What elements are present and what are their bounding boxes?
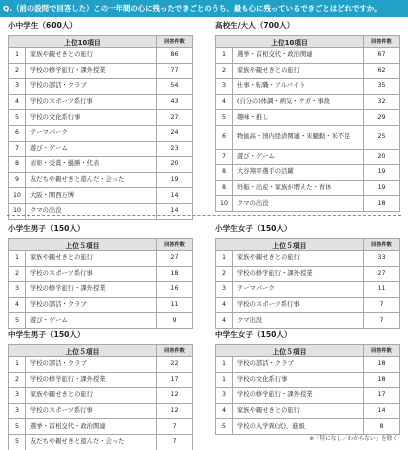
table-row	[216, 297, 400, 313]
answer-count: 11	[157, 297, 193, 313]
rank-number: 1	[216, 48, 233, 64]
item-label: 家族や親せきとの旅行	[233, 251, 364, 267]
table-row	[216, 48, 400, 64]
item-label: テーマパーク	[233, 282, 364, 298]
section-elementary-boys	[8, 223, 193, 329]
item-label: 家族や親せきとの旅行	[26, 251, 157, 267]
section-title: 小学生女子（150人）	[215, 224, 292, 233]
section-title: 小中学生（600人）	[8, 21, 78, 30]
answer-count: 18	[364, 372, 400, 388]
answer-count: 7	[364, 313, 400, 329]
table-header-row	[9, 36, 193, 48]
table-row	[9, 297, 193, 313]
table-row	[216, 372, 400, 388]
answer-count: 19	[364, 180, 400, 196]
rank-number: 5	[9, 110, 26, 126]
item-label: 友だちや親せきと遊んだ・会った	[26, 434, 157, 450]
section-title: 高校生/大人（700人）	[215, 21, 295, 30]
answer-count: 8	[364, 419, 400, 435]
rank-number: 3	[216, 79, 233, 95]
answer-count: 19	[364, 165, 400, 181]
item-label: 学校の部活・クラブ	[26, 79, 157, 95]
rank-number: 7	[9, 141, 26, 157]
item-label: 学校の修学旅行・課外授業	[26, 282, 157, 298]
answer-count: 7	[157, 434, 193, 450]
rank-number: 8	[9, 157, 26, 173]
rank-number: 2	[9, 63, 26, 79]
table-header-title: 上位５項目	[216, 345, 364, 357]
rank-number: 10	[9, 188, 26, 204]
answer-count: 33	[364, 251, 400, 267]
rank-number: 4	[9, 297, 26, 313]
answer-count: 7	[157, 419, 193, 435]
table-row	[216, 266, 400, 282]
answer-count: 16	[157, 282, 193, 298]
rank-number: 3	[9, 79, 26, 95]
section-junior-high-girls	[215, 329, 400, 435]
rank-number: 3	[9, 403, 26, 419]
item-label: 選挙・首相交代・政治関連	[233, 48, 364, 64]
table-header-title: 上位10項目	[216, 36, 364, 48]
table-row	[216, 196, 400, 212]
table-header-count: 回答件数	[364, 239, 400, 251]
item-label: 遊び・ゲーム	[26, 141, 157, 157]
table-row	[9, 203, 193, 219]
answer-count: 14	[157, 203, 193, 219]
table-row	[216, 165, 400, 181]
rank-number: 1	[216, 357, 233, 373]
rank-number: 5	[216, 110, 233, 126]
item-label: 学校の部活・クラブ	[26, 357, 157, 373]
table-row	[9, 357, 193, 373]
rank-number: 7	[216, 149, 233, 165]
item-label: 学校のスポーツ系行事	[26, 266, 157, 282]
table-header-row	[216, 239, 400, 251]
table-row	[216, 419, 400, 435]
item-label: 学校の修学旅行・課外授業	[26, 372, 157, 388]
ranking-table	[8, 344, 193, 450]
item-label: 家族や親せきとの旅行	[26, 388, 157, 404]
ranking-table	[215, 35, 400, 212]
rank-number: 3	[9, 282, 26, 298]
table-header-title: 上位10項目	[9, 36, 157, 48]
answer-count: 7	[364, 297, 400, 313]
table-header-row	[216, 345, 400, 357]
item-label: 学校の文化系行事	[233, 372, 364, 388]
table-row	[9, 157, 193, 173]
section-title: 中学生女子（150人）	[215, 330, 292, 339]
table-row	[216, 79, 400, 95]
rank-number: 5	[9, 419, 26, 435]
item-label: 学校の修学旅行・課外授業	[233, 266, 364, 282]
rank-number: 5	[9, 434, 26, 450]
table-row	[9, 388, 193, 404]
answer-count: 11	[364, 282, 400, 298]
table-row	[216, 63, 400, 79]
item-label: 大阪・関西万博	[26, 188, 157, 204]
section-elementary-junior-high	[8, 20, 193, 220]
table-row	[9, 141, 193, 157]
rank-number: 4	[216, 313, 233, 329]
answer-count: 18	[157, 266, 193, 282]
table-row	[9, 251, 193, 267]
table-row	[9, 419, 193, 435]
answer-count: 54	[157, 79, 193, 95]
rank-number: 6	[9, 125, 26, 141]
answer-count: 20	[364, 149, 400, 165]
table-header-title: 上位５項目	[9, 239, 157, 251]
rank-number: 8	[216, 165, 233, 181]
table-row	[9, 434, 193, 450]
table-row	[216, 180, 400, 196]
item-label: 学校の部活・クラブ	[26, 297, 157, 313]
item-label: 家族や親せきとの旅行	[233, 63, 364, 79]
answer-count: 9	[157, 313, 193, 329]
rank-number: 1	[216, 372, 233, 388]
rank-number: 4	[9, 94, 26, 110]
table-row	[9, 48, 193, 64]
item-label: 学校の文化系行事	[26, 110, 157, 126]
rank-number: 9	[9, 172, 26, 188]
answer-count: 22	[157, 357, 193, 373]
item-label: 表彰・受賞・優勝・代表	[26, 157, 157, 173]
table-header-count: 回答件数	[364, 36, 400, 48]
table-header-count: 回答件数	[157, 239, 193, 251]
section-junior-high-boys	[8, 329, 193, 450]
rank-number: 1	[9, 251, 26, 267]
rank-number: 10	[9, 203, 26, 219]
rank-number: 8	[216, 180, 233, 196]
answer-count: 14	[364, 403, 400, 419]
table-row	[9, 172, 193, 188]
table-row	[9, 94, 193, 110]
section-title: 中学生男子（150人）	[8, 330, 85, 339]
table-row	[216, 282, 400, 298]
table-row	[216, 403, 400, 419]
rank-number: 5	[216, 419, 233, 435]
item-label: 学校の部活・クラブ	[233, 357, 364, 373]
item-label: 趣味・推し	[233, 110, 364, 126]
answer-count: 18	[364, 357, 400, 373]
section-high-school-adult	[215, 20, 400, 212]
answer-count: 27	[157, 110, 193, 126]
item-label: 大谷翔平選手の活躍	[233, 165, 364, 181]
answer-count: 24	[157, 125, 193, 141]
table-header-row	[9, 345, 193, 357]
item-label: (自分の)体調・病気・ケガ・事故	[233, 94, 364, 110]
rank-number: 10	[216, 196, 233, 212]
table-header-count: 回答件数	[157, 345, 193, 357]
table-row	[216, 251, 400, 267]
section-title: 小学生男子（150人）	[8, 224, 85, 233]
table-row	[216, 94, 400, 110]
rank-number: 2	[9, 266, 26, 282]
rank-number: 4	[216, 297, 233, 313]
ranking-table	[8, 238, 193, 329]
answer-count: 25	[364, 125, 400, 149]
item-label: クマの出没	[26, 203, 157, 219]
answer-count: 29	[364, 110, 400, 126]
answer-count: 18	[364, 196, 400, 212]
rank-number: 1	[9, 48, 26, 64]
question-header: Q.（前の設問で回答した）この一年間の心に残ったできごとのうち、最も心に残っているできごとはどれですか。	[0, 0, 408, 17]
item-label: 妊娠・出産・家族が増えた・育休	[233, 180, 364, 196]
table-row	[9, 372, 193, 388]
table-row	[9, 110, 193, 126]
item-label: 仕事・転職・アルバイト	[233, 79, 364, 95]
answer-count: 17	[364, 388, 400, 404]
section-divider	[7, 215, 401, 216]
item-label: 家族や親せきとの旅行	[233, 403, 364, 419]
answer-count: 32	[364, 94, 400, 110]
answer-count: 62	[364, 63, 400, 79]
answer-count: 23	[157, 141, 193, 157]
answer-count: 77	[157, 63, 193, 79]
table-row	[9, 79, 193, 95]
answer-count: 12	[157, 403, 193, 419]
answer-count: 19	[157, 172, 193, 188]
table-row	[9, 282, 193, 298]
table-header-row	[9, 239, 193, 251]
answer-count: 27	[157, 251, 193, 267]
rank-number: 3	[9, 388, 26, 404]
item-label: テーマパーク	[26, 125, 157, 141]
item-label: 学校の修学旅行・課外授業	[26, 63, 157, 79]
item-label: 遊び・ゲーム	[26, 313, 157, 329]
answer-count: 43	[157, 94, 193, 110]
ranking-table	[8, 35, 193, 220]
answer-count: 67	[364, 48, 400, 64]
rank-number: 4	[216, 94, 233, 110]
rank-number: 3	[216, 388, 233, 404]
answer-count: 17	[157, 372, 193, 388]
item-label: クマの出没	[233, 196, 364, 212]
table-row	[216, 357, 400, 373]
table-row	[9, 266, 193, 282]
table-row	[216, 149, 400, 165]
answer-count: 20	[157, 157, 193, 173]
item-label: 学校の入学異(式)、進級	[233, 419, 364, 435]
item-label: 友だちや親せきと遊んだ・会った	[26, 172, 157, 188]
item-label: 家族や親せきとの旅行	[26, 48, 157, 64]
answer-count: 27	[364, 266, 400, 282]
item-label: 学校のスポーツ系行事	[26, 403, 157, 419]
table-row	[216, 388, 400, 404]
rank-number: 4	[216, 403, 233, 419]
item-label: クマ出没	[233, 313, 364, 329]
rank-number: 3	[216, 282, 233, 298]
table-row	[9, 125, 193, 141]
item-label: 遊び・ゲーム	[233, 149, 364, 165]
rank-number: 1	[216, 251, 233, 267]
rank-number: 2	[216, 63, 233, 79]
answer-count: 14	[157, 188, 193, 204]
ranking-table	[215, 238, 400, 329]
table-row	[216, 125, 400, 149]
item-label: 学校の修学旅行・課外授業	[233, 388, 364, 404]
table-row	[9, 403, 193, 419]
item-label: 学校のスポーツ系行事	[26, 94, 157, 110]
item-label: 学校のスポーツ系行事	[233, 297, 364, 313]
table-row	[9, 63, 193, 79]
ranking-table	[215, 344, 400, 435]
answer-count: 86	[157, 48, 193, 64]
table-row	[9, 188, 193, 204]
rank-number: 5	[9, 313, 26, 329]
table-row	[216, 313, 400, 329]
rank-number: 1	[9, 357, 26, 373]
item-label: 選挙・首相交代・政治関連	[26, 419, 157, 435]
section-elementary-girls	[215, 223, 400, 329]
rank-number: 2	[9, 372, 26, 388]
table-header-title: 上位５項目	[9, 345, 157, 357]
table-header-title: 上位５項目	[216, 239, 364, 251]
rank-number: 6	[216, 125, 233, 149]
answer-count: 35	[364, 79, 400, 95]
table-header-count: 回答件数	[157, 36, 193, 48]
item-label: 物価高・国内経済関連・米騒動・米不足	[233, 125, 364, 149]
rank-number: 2	[216, 266, 233, 282]
footnote: ※「特になし／わからない」を除く	[309, 436, 398, 442]
table-header-count: 回答件数	[364, 345, 400, 357]
table-header-row	[216, 36, 400, 48]
answer-count: 12	[157, 388, 193, 404]
table-row	[9, 313, 193, 329]
table-row	[216, 110, 400, 126]
